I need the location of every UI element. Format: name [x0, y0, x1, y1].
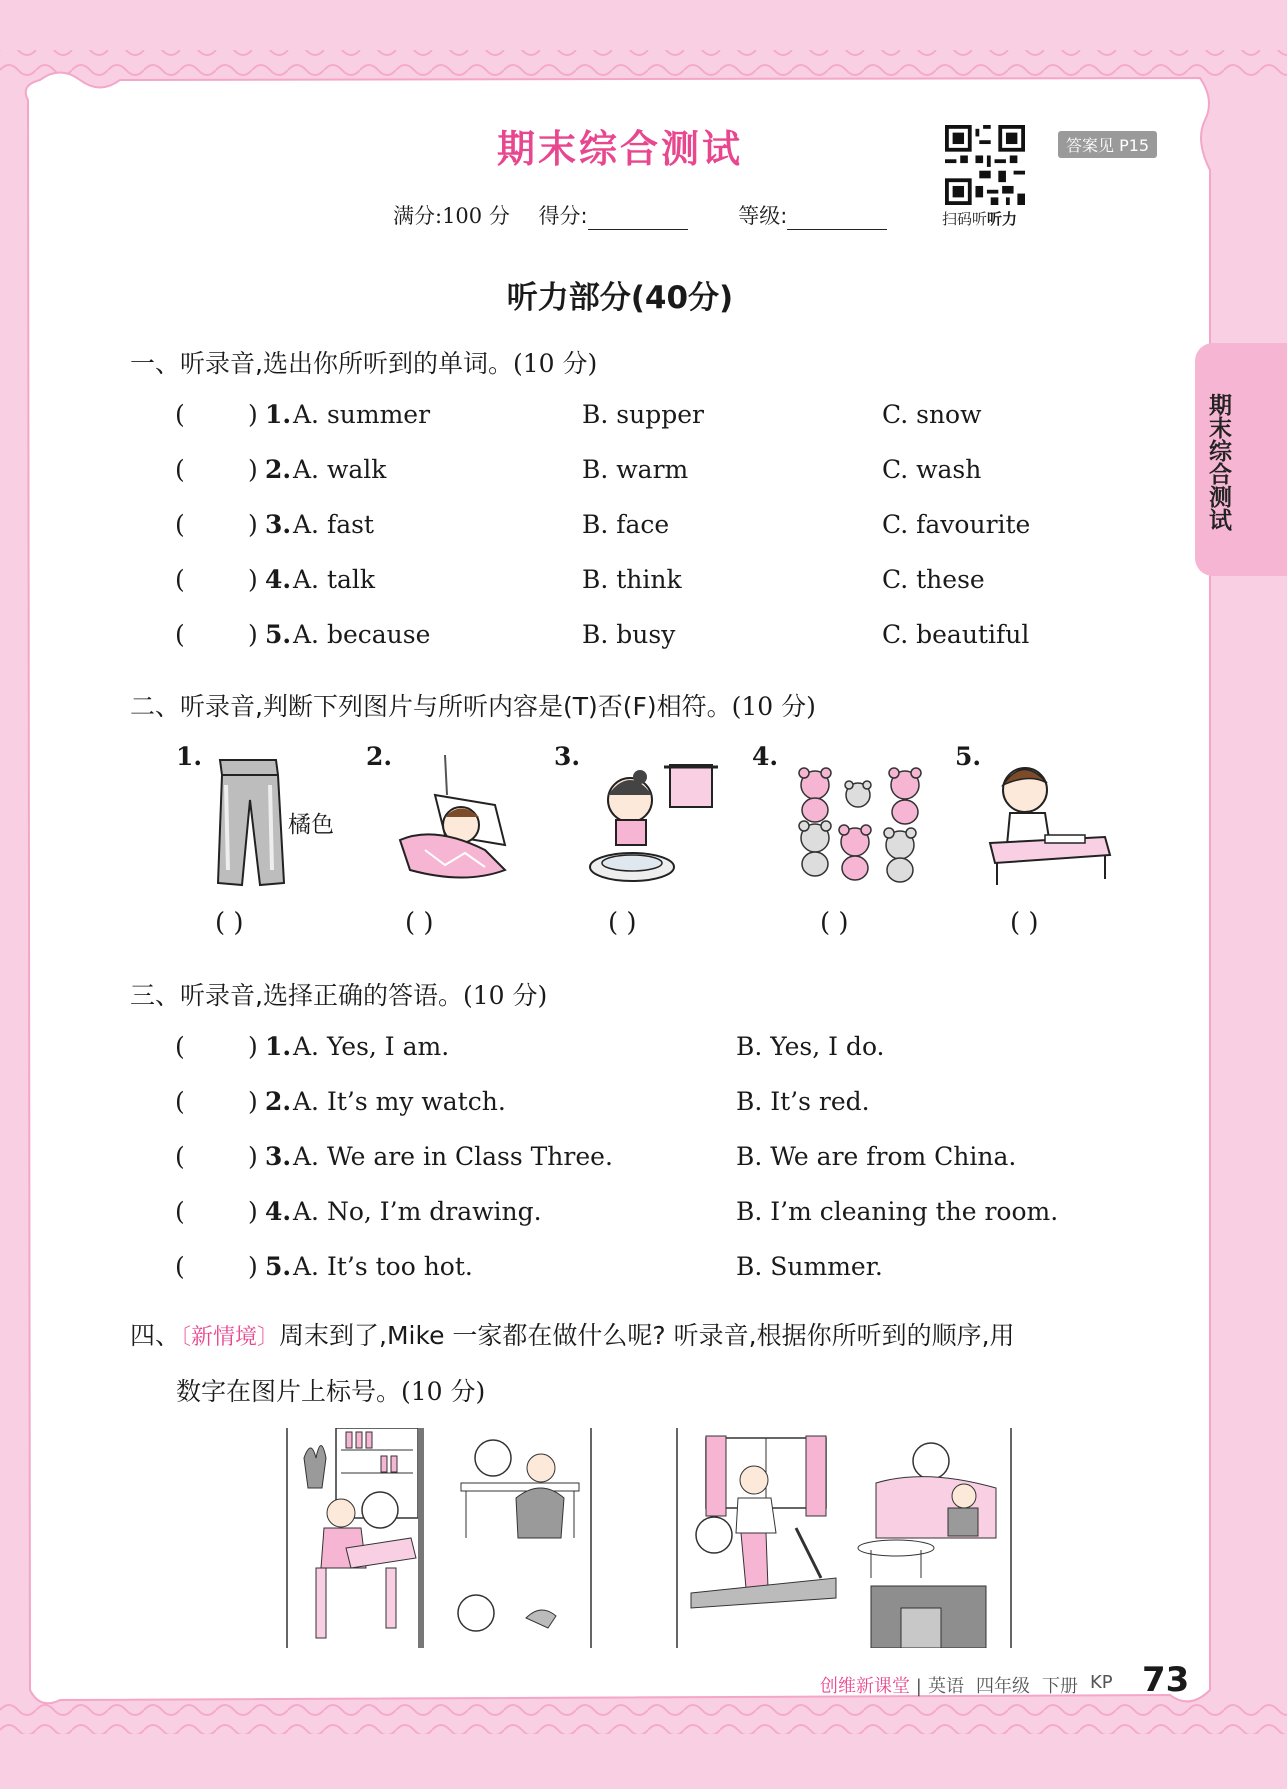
sleeping-girl-icon [395, 755, 515, 890]
score-label: 得分: [539, 204, 710, 228]
answer-paren[interactable]: ( ) [215, 908, 244, 938]
picture-number: 1. [176, 742, 203, 771]
new-context-tag: 〔新情境〕 [180, 1325, 280, 1350]
score-blank[interactable] [588, 209, 688, 230]
footer-edition: KP [1090, 1672, 1113, 1693]
answer-paren[interactable]: ( [175, 400, 185, 429]
answer-paren[interactable]: ( [175, 455, 185, 484]
section1-heading: 一、听录音,选出你所听到的单词。(10 分) [130, 349, 598, 378]
scene-study-room [286, 1428, 592, 1648]
answer-paren[interactable]: ( ) [608, 908, 637, 938]
answer-paren[interactable]: ( [175, 1032, 185, 1061]
section3-heading: 三、听录音,选择正确的答语。(10 分) [130, 981, 548, 1010]
picture-number: 5. [955, 742, 982, 771]
page-title: 期末综合测试 [496, 127, 743, 171]
answer-paren[interactable]: ( [175, 620, 185, 649]
answer-paren[interactable]: ( [175, 1252, 185, 1281]
section4-heading: 四、〔新情境〕周末到了,Mike 一家都在做什么呢? 听录音,根据你所听到的顺序,用 [130, 1321, 1015, 1350]
grade-label: 等级: [738, 204, 909, 228]
answer-paren[interactable]: ( [175, 1087, 185, 1116]
scan-listen-label: 扫码听听力 [942, 210, 1018, 228]
answer-paren[interactable]: ( [175, 1142, 185, 1171]
score-line [393, 200, 931, 230]
page-number: 73 [1142, 1660, 1190, 1700]
section4-heading-line2: 数字在图片上标号。(10 分) [176, 1377, 486, 1406]
answer-paren[interactable]: ( ) [820, 908, 849, 938]
scene-living-room [676, 1428, 1012, 1648]
boy-writing-icon [985, 755, 1115, 890]
side-tab-label: 期末综合测试 [1205, 393, 1231, 531]
footer-subject: 英语 [928, 1676, 964, 1697]
color-caption: 橘色 [288, 812, 334, 838]
footer-grade: 四年级 [976, 1676, 1030, 1697]
qr-code-icon[interactable] [945, 125, 1025, 205]
footer-volume: 下册 [1042, 1676, 1078, 1697]
teddy-bears-icon [790, 760, 935, 890]
answer-paren[interactable]: ( ) [1010, 908, 1039, 938]
answer-reference-badge: 答案见 P15 [1058, 131, 1157, 158]
section2-heading: 二、听录音,判断下列图片与所听内容是(T)否(F)相符。(10 分) [130, 692, 816, 721]
answer-paren[interactable]: ( [175, 510, 185, 539]
picture-number: 4. [752, 742, 779, 771]
answer-paren[interactable]: ( [175, 1197, 185, 1226]
picture-number: 2. [366, 742, 393, 771]
footer-brand: 创维新课堂 | [820, 1676, 922, 1697]
full-score: 满分:100 分 [393, 204, 510, 228]
answer-paren[interactable]: ( ) [405, 908, 434, 938]
washing-face-girl-icon [580, 755, 730, 890]
grade-blank[interactable] [787, 209, 887, 230]
part-title: 听力部分(40分) [506, 280, 734, 316]
picture-number: 3. [554, 742, 581, 771]
pants-icon [210, 755, 290, 890]
answer-paren[interactable]: ( [175, 565, 185, 594]
